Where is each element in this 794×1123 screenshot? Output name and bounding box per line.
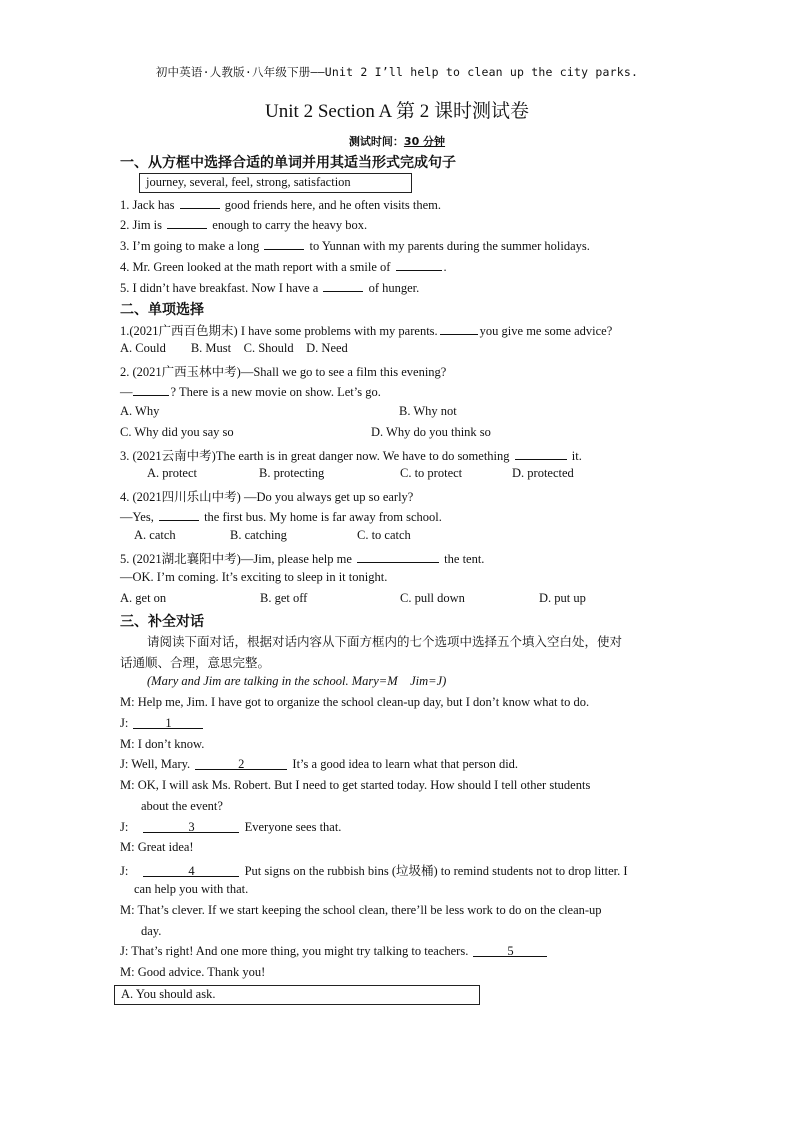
test-time-label: 测试时间：	[348, 135, 404, 148]
dialogue-8-text: Put signs on the rubbish bins (垃圾桶) to remind students not to drop litter. I	[244, 864, 628, 878]
dialogue-4-text-b: It’s a good idea to learn what that person did.	[292, 757, 519, 771]
s3-instructions-2: 话通顺、合理，意思完整。	[120, 655, 271, 670]
answer-blank[interactable]	[357, 550, 439, 563]
test-time	[0, 133, 794, 149]
answer-blank[interactable]	[167, 216, 207, 229]
dialogue-line-3: M: I don’t know.	[120, 737, 205, 751]
speaker-label: J:	[120, 716, 129, 730]
s2-q5-option-b[interactable]: B. get off	[260, 591, 308, 605]
dialogue-line-2	[120, 716, 205, 731]
s2-q4-reply	[120, 508, 442, 525]
s2-q3-option-a[interactable]: A. protect	[147, 466, 197, 480]
s1-q2-text-a: 2. Jim is	[120, 218, 163, 232]
page-header: 初中英语·人教版·八年级下册——Unit 2 I’ll help to clean up the city parks.	[155, 65, 639, 79]
s1-question-2	[120, 216, 367, 233]
answer-blank[interactable]	[159, 508, 199, 521]
word-box: journey, several, feel, strong, satisfaction	[139, 173, 412, 193]
dialogue-6-text: Everyone sees that.	[244, 820, 342, 834]
dialogue-line-5b: about the event?	[141, 799, 223, 813]
s2-q2-dash: —	[120, 385, 133, 399]
s2-q2-reply-text: ? There is a new movie on show. Let’s go.	[170, 385, 381, 399]
s3-scene: (Mary and Jim are talking in the school. Mary=M Jim=J)	[147, 674, 447, 688]
s1-question-4	[120, 258, 447, 275]
s1-q3-text-b: to Yunnan with my parents during the summer holidays.	[309, 239, 590, 253]
dialogue-line-11: M: Good advice. Thank you!	[120, 965, 266, 979]
s2-q5-reply: —OK. I’m coming. It’s exciting to sleep in it tonight.	[120, 570, 388, 584]
dialogue-10-text: J: That’s right! And one more thing, you might try talking to teachers.	[120, 944, 469, 958]
speaker-label: J:	[120, 864, 129, 878]
answer-blank[interactable]	[440, 322, 478, 335]
test-time-value: 30 分钟	[403, 135, 446, 148]
speaker-label: J:	[120, 820, 129, 834]
s2-q3-text-a: 3. (2021云南中考)The earth is in great danger now. We have to do something	[120, 449, 510, 463]
dialogue-line-10	[120, 944, 549, 959]
answer-blank[interactable]	[515, 447, 567, 460]
s2-q2-option-b[interactable]: B. Why not	[399, 404, 457, 418]
s2-q5-text-a: 5. (2021湖北襄阳中考)—Jim, please help me	[120, 552, 352, 566]
s1-q4-text-b: .	[443, 260, 447, 274]
dialogue-blank-4[interactable]: 4	[143, 864, 239, 877]
s2-q1-options: A. Could B. Must C. Should D. Need	[120, 341, 348, 355]
dialogue-blank-2[interactable]: 2	[195, 757, 287, 770]
dialogue-line-9a: M: That’s clever. If we start keeping the school clean, there’ll be less work to do on the clean-up	[120, 903, 602, 917]
answer-blank[interactable]	[323, 279, 363, 292]
s1-q1-text-a: 1. Jack has	[120, 198, 175, 212]
s2-q2-option-d[interactable]: D. Why do you think so	[371, 425, 491, 439]
section1-heading: 一、从方框中选择合适的单词并用其适当形式完成句子	[120, 155, 456, 171]
dialogue-line-6	[120, 820, 341, 835]
s2-question-3	[120, 446, 582, 464]
answer-blank[interactable]	[396, 258, 442, 271]
s2-q4-option-a[interactable]: A. catch	[134, 528, 176, 542]
s3-instructions-1: 请阅读下面对话，根据对话内容从下面方框内的七个选项中选择五个填入空白处，使对	[147, 634, 623, 649]
s2-q2-option-a[interactable]: A. Why	[120, 404, 160, 418]
s2-q3-option-c[interactable]: C. to protect	[400, 466, 463, 480]
dialogue-blank-1[interactable]: 1	[133, 716, 203, 729]
answer-blank[interactable]	[180, 196, 220, 209]
s2-q2-reply	[120, 383, 381, 400]
s2-q3-text-b: it.	[571, 449, 582, 463]
answer-blank[interactable]	[264, 237, 304, 250]
dialogue-line-1: M: Help me, Jim. I have got to organize the school clean-up day, but I don’t know what to do.	[120, 695, 590, 709]
s2-q4-option-c[interactable]: C. to catch	[357, 528, 411, 542]
s2-question-1	[120, 321, 612, 339]
s2-q5-text-b: the tent.	[444, 552, 485, 566]
s2-question-5	[120, 549, 484, 567]
s1-q5-text-b: of hunger.	[368, 281, 420, 295]
dialogue-4-text-a: J: Well, Mary.	[120, 757, 191, 771]
dialogue-line-4	[120, 757, 518, 772]
s2-q3-option-b[interactable]: B. protecting	[259, 466, 325, 480]
s2-q4-option-b[interactable]: B. catching	[230, 528, 287, 542]
page-title: Unit 2 Section A 第 2 课时测试卷	[265, 101, 529, 122]
option-box: A. You should ask.	[114, 985, 480, 1005]
s1-q2-text-b: enough to carry the heavy box.	[212, 218, 368, 232]
dialogue-line-9b: day.	[141, 924, 162, 938]
dialogue-line-8b: can help you with that.	[134, 882, 249, 896]
s2-q5-option-a[interactable]: A. get on	[120, 591, 167, 605]
s2-q4-yes: —Yes,	[120, 510, 154, 524]
answer-blank[interactable]	[133, 383, 169, 396]
s2-question-4: 4. (2021四川乐山中考) —Do you always get up so early?	[120, 490, 414, 504]
dialogue-blank-3[interactable]: 3	[143, 820, 239, 833]
dialogue-line-5a: M: OK, I will ask Ms. Robert. But I need to get started today. How should I tell other students	[120, 778, 591, 792]
s1-question-1	[120, 196, 441, 213]
s2-q2-option-c[interactable]: C. Why did you say so	[120, 425, 234, 439]
s2-q5-option-d[interactable]: D. put up	[539, 591, 586, 605]
section3-heading: 三、补全对话	[120, 614, 204, 630]
s1-question-5	[120, 279, 419, 296]
s2-q1-text-a: 1.(2021广西百色期末) I have some problems with my parents.	[120, 324, 438, 338]
s1-q3-text-a: 3. I’m going to make a long	[120, 239, 260, 253]
s2-q5-option-c[interactable]: C. pull down	[400, 591, 465, 605]
s1-q4-text-a: 4. Mr. Green looked at the math report with a smile of	[120, 260, 391, 274]
s2-q1-text-b: you give me some advice?	[479, 324, 613, 338]
s2-q3-option-d[interactable]: D. protected	[512, 466, 574, 480]
dialogue-line-7: M: Great idea!	[120, 840, 194, 854]
s2-question-2: 2. (2021广西玉林中考)—Shall we go to see a film this evening?	[120, 365, 447, 379]
dialogue-blank-5[interactable]: 5	[473, 944, 547, 957]
dialogue-line-8	[120, 861, 628, 879]
s1-q1-text-b: good friends here, and he often visits them.	[224, 198, 442, 212]
s2-q4-reply-text: the first bus. My home is far away from school.	[204, 510, 442, 524]
s1-q5-text-a: 5. I didn’t have breakfast. Now I have a	[120, 281, 319, 295]
s1-question-3	[120, 237, 590, 254]
section2-heading: 二、单项选择	[120, 302, 204, 318]
